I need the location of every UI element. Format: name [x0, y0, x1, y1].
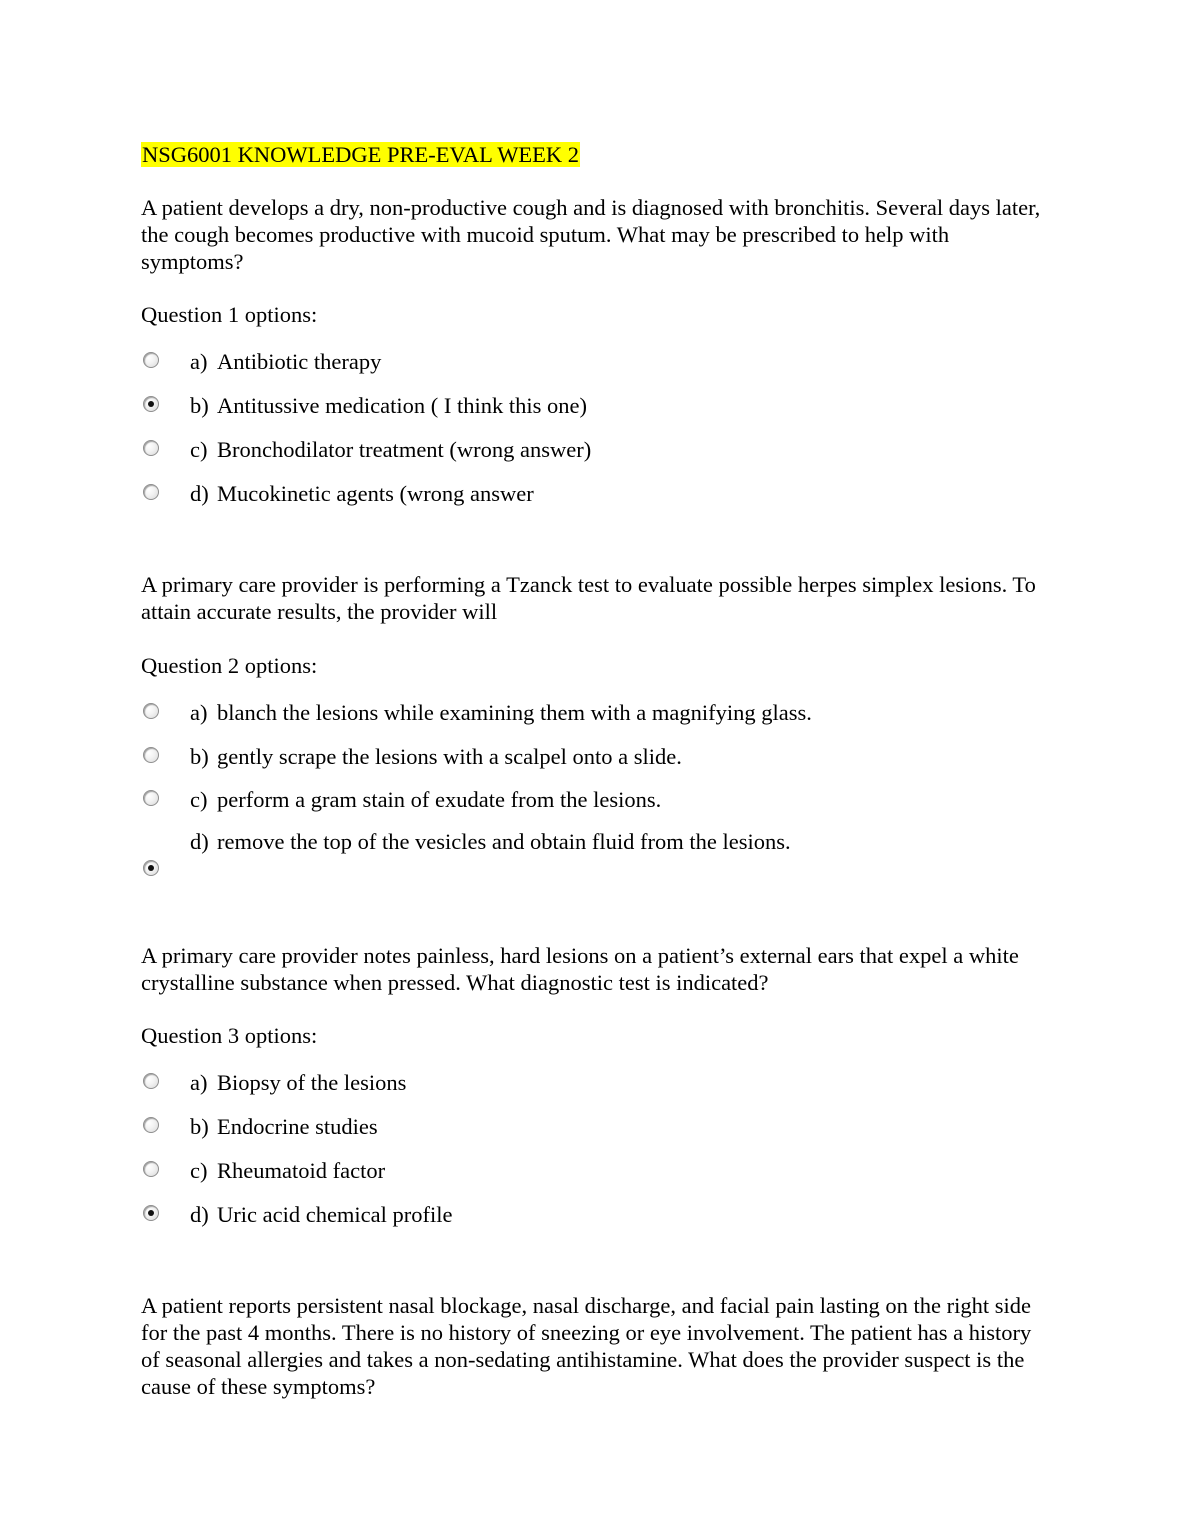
- option-text: Biopsy of the lesions: [217, 1070, 407, 1095]
- question-1-option-c-radio[interactable]: [143, 440, 159, 456]
- question-2-option-b: [190, 743, 682, 770]
- option-letter: b): [190, 393, 209, 418]
- option-text: gently scrape the lesions with a scalpel onto a slide.: [217, 744, 682, 769]
- question-3-option-a-radio[interactable]: [143, 1073, 159, 1089]
- question-1-option-a: [190, 348, 381, 375]
- option-text: Endocrine studies: [217, 1114, 378, 1139]
- option-letter: d): [190, 829, 209, 854]
- question-2-stem: A primary care provider is performing a Tzanck test to evaluate possible herpes simplex lesions. To attain accurate results, the provider will: [141, 572, 1036, 624]
- radio-selected-dot: [148, 401, 154, 407]
- option-text: Bronchodilator treatment (wrong answer): [217, 437, 592, 462]
- option-text: Rheumatoid factor: [217, 1158, 386, 1183]
- question-2-option-d: [190, 828, 791, 855]
- option-letter: a): [190, 700, 208, 725]
- question-1-option-d-radio[interactable]: [143, 484, 159, 500]
- document-title: [141, 141, 580, 168]
- option-text: Mucokinetic agents (wrong answer: [217, 481, 534, 506]
- question-3-option-d-radio[interactable]: [143, 1205, 159, 1221]
- question-1-option-b-radio[interactable]: [143, 396, 159, 412]
- option-text: remove the top of the vesicles and obtain fluid from the lesions.: [217, 829, 791, 854]
- radio-selected-dot: [148, 1210, 154, 1216]
- question-1-option-d: [190, 480, 534, 507]
- document-title-text: NSG6001 KNOWLEDGE PRE-EVAL WEEK 2: [142, 142, 580, 167]
- question-3-option-b-radio[interactable]: [143, 1117, 159, 1133]
- question-2-option-a: [190, 699, 812, 726]
- question-3-option-a: [190, 1069, 406, 1096]
- option-text: blanch the lesions while examining them with a magnifying glass.: [217, 700, 812, 725]
- question-1-option-a-radio[interactable]: [143, 352, 159, 368]
- option-letter: b): [190, 744, 209, 769]
- option-letter: a): [190, 349, 208, 374]
- option-letter: d): [190, 481, 209, 506]
- question-3-label: Question 3 options:: [141, 1023, 318, 1048]
- question-2-option-d-radio[interactable]: [143, 860, 159, 876]
- question-2-option-a-radio[interactable]: [143, 703, 159, 719]
- question-1-stem: A patient develops a dry, non-productive cough and is diagnosed with bronchitis. Several days later, the cough becomes productive with mucoid sputum. What may be prescribed to help with symptoms?: [141, 195, 1041, 274]
- question-2-label: Question 2 options:: [141, 653, 318, 678]
- option-letter: b): [190, 1114, 209, 1139]
- question-3-option-c-radio[interactable]: [143, 1161, 159, 1177]
- question-2-option-b-radio[interactable]: [143, 747, 159, 763]
- question-2-option-c-radio[interactable]: [143, 790, 159, 806]
- option-letter: c): [190, 1158, 208, 1183]
- question-1-option-c: [190, 436, 591, 463]
- radio-selected-dot: [148, 865, 154, 871]
- question-1-label: Question 1 options:: [141, 302, 318, 327]
- question-3-stem: A primary care provider notes painless, hard lesions on a patient’s external ears that expel a white crystalline substance when pressed. What diagnostic test is indicated?: [141, 943, 1019, 995]
- question-1-option-b: [190, 392, 587, 419]
- option-letter: c): [190, 787, 208, 812]
- question-3-option-d: [190, 1201, 453, 1228]
- option-text: Antitussive medication ( I think this one): [217, 393, 587, 418]
- option-letter: a): [190, 1070, 208, 1095]
- question-2-option-c: [190, 786, 661, 813]
- option-text: Antibiotic therapy: [217, 349, 382, 374]
- question-4-stem: A patient reports persistent nasal blockage, nasal discharge, and facial pain lasting on the right side for the past 4 months. There is no history of sneezing or eye involvement. The patient has a history of seasonal allergies and takes a non-sedating antihistamine. What does the provider suspect is the cause of these symptoms?: [141, 1293, 1032, 1399]
- option-letter: d): [190, 1202, 209, 1227]
- question-3-option-c: [190, 1157, 385, 1184]
- question-3-option-b: [190, 1113, 378, 1140]
- option-letter: c): [190, 437, 208, 462]
- option-text: Uric acid chemical profile: [217, 1202, 453, 1227]
- option-text: perform a gram stain of exudate from the lesions.: [217, 787, 662, 812]
